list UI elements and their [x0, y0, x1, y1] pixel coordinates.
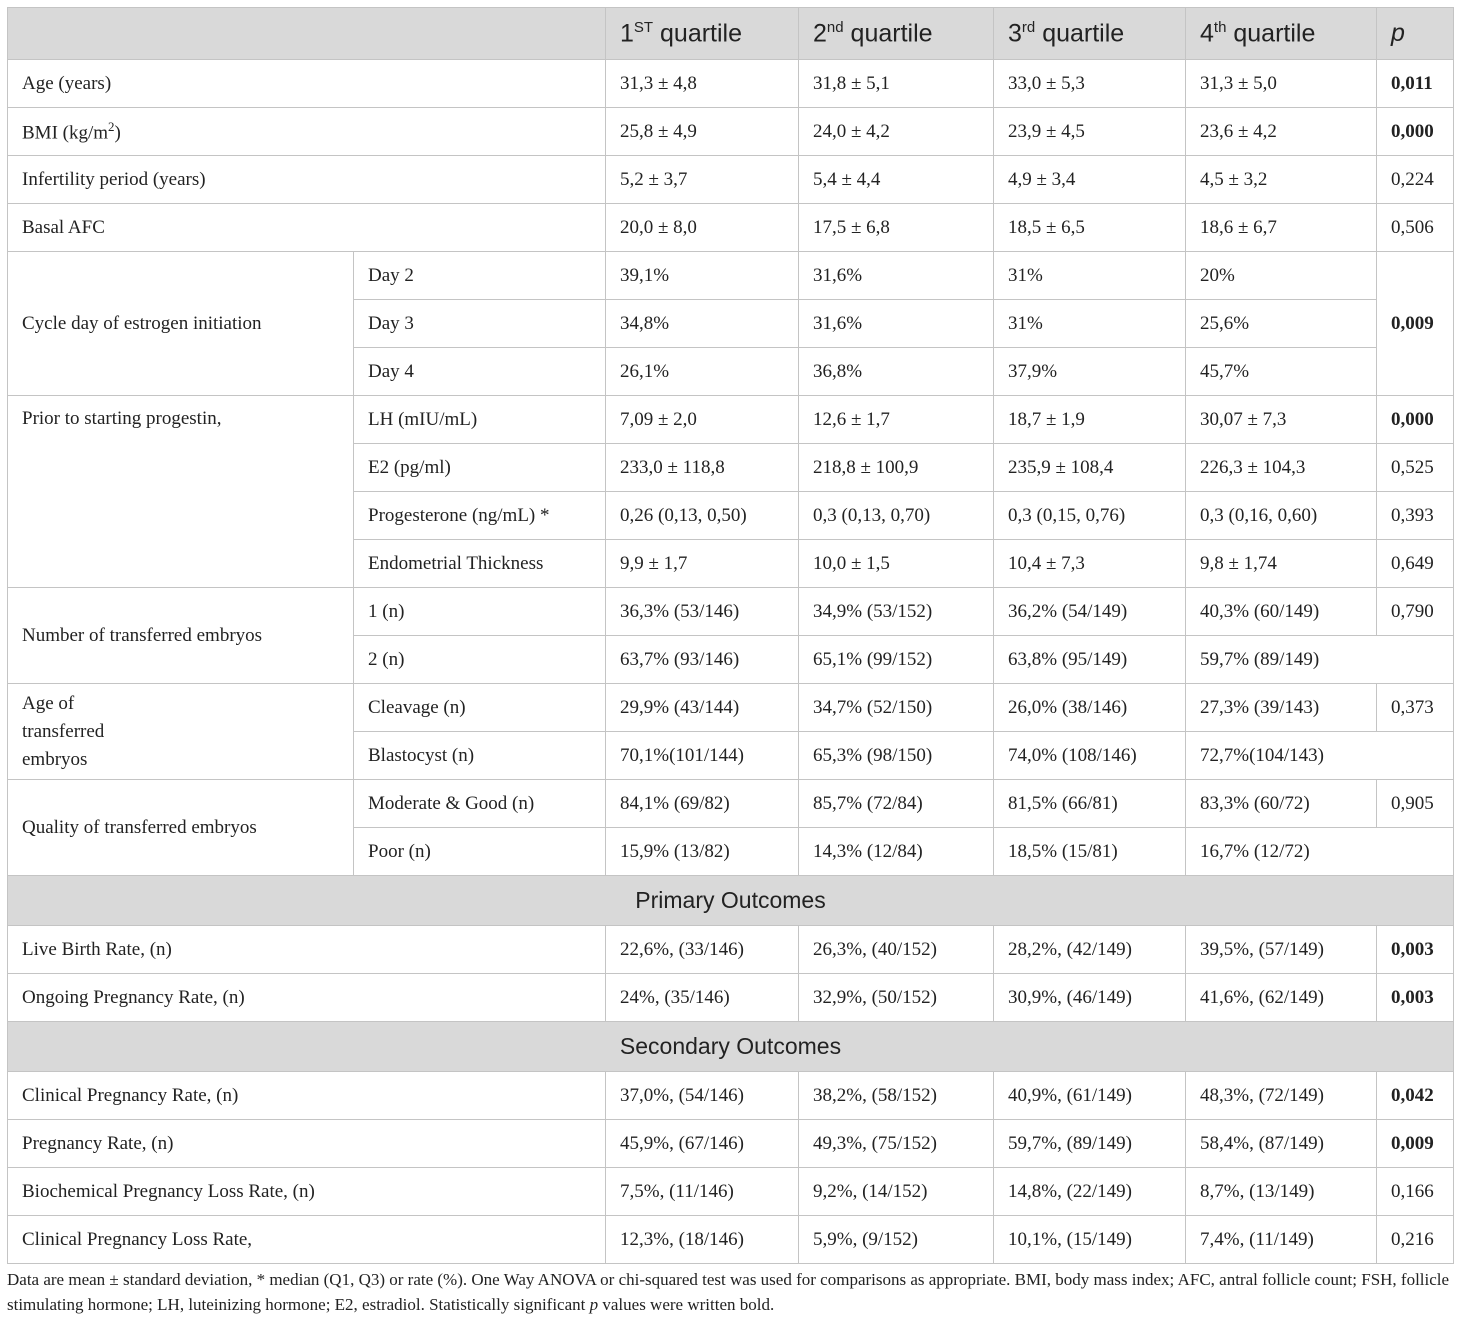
cell-q3: 36,2% (54/149): [994, 588, 1186, 636]
cell-q3: 31%: [994, 252, 1186, 300]
section-row: [8, 876, 1454, 926]
cell-p: 0,000: [1377, 108, 1454, 156]
cell-p: 0,393: [1377, 492, 1454, 540]
cell-q4: 83,3% (60/72): [1186, 780, 1377, 828]
table-row: [8, 204, 1454, 252]
sub-label: Poor (n): [354, 828, 606, 876]
cell-q4: 20%: [1186, 252, 1377, 300]
cell-q4: 48,3%, (72/149): [1186, 1072, 1377, 1120]
cell-q3: 10,4 ± 7,3: [994, 540, 1186, 588]
table-row: [8, 1168, 1454, 1216]
header-q2: 2nd quartile: [799, 8, 994, 60]
row-label: Clinical Pregnancy Rate, (n): [8, 1072, 606, 1120]
cell-q4: 30,07 ± 7,3: [1186, 396, 1377, 444]
cell-q1: 5,2 ± 3,7: [606, 156, 799, 204]
cell-p: 0,166: [1377, 1168, 1454, 1216]
cell-q2: 5,9%, (9/152): [799, 1216, 994, 1264]
cell-q3: 18,7 ± 1,9: [994, 396, 1186, 444]
cell-q2: 31,8 ± 5,1: [799, 60, 994, 108]
cell-q4: 39,5%, (57/149): [1186, 926, 1377, 974]
cell-p: 0,506: [1377, 204, 1454, 252]
cell-q1: 63,7% (93/146): [606, 636, 799, 684]
sub-label: Day 2: [354, 252, 606, 300]
cell-q3: 28,2%, (42/149): [994, 926, 1186, 974]
cell-q3: 40,9%, (61/149): [994, 1072, 1186, 1120]
cell-q1: 70,1%(101/144): [606, 732, 799, 780]
cell-q2: 26,3%, (40/152): [799, 926, 994, 974]
cell-q3: 4,9 ± 3,4: [994, 156, 1186, 204]
cell-q1: 15,9% (13/82): [606, 828, 799, 876]
cell-q4: 58,4%, (87/149): [1186, 1120, 1377, 1168]
cell-q3: 235,9 ± 108,4: [994, 444, 1186, 492]
cell-p: 0,011: [1377, 60, 1454, 108]
cell-q4: 25,6%: [1186, 300, 1377, 348]
header-row: [8, 8, 1454, 60]
cell-q2: 34,9% (53/152): [799, 588, 994, 636]
cell-q3: 18,5 ± 6,5: [994, 204, 1186, 252]
cell-q2: 9,2%, (14/152): [799, 1168, 994, 1216]
group-label: Number of transferred embryos: [8, 588, 354, 684]
sub-label: Endometrial Thickness: [354, 540, 606, 588]
cell-q4: 0,3 (0,16, 0,60): [1186, 492, 1377, 540]
row-label: Basal AFC: [8, 204, 606, 252]
cell-q2: 36,8%: [799, 348, 994, 396]
table-row: [8, 974, 1454, 1022]
cell-q1: 37,0%, (54/146): [606, 1072, 799, 1120]
cell-q1: 22,6%, (33/146): [606, 926, 799, 974]
cell-q1: 45,9%, (67/146): [606, 1120, 799, 1168]
cell-p: 0,525: [1377, 444, 1454, 492]
cell-q2: 24,0 ± 4,2: [799, 108, 994, 156]
cell-q2: 34,7% (52/150): [799, 684, 994, 732]
cell-p: 0,373: [1377, 684, 1454, 732]
cell-q1: 24%, (35/146): [606, 974, 799, 1022]
cell-q2: 85,7% (72/84): [799, 780, 994, 828]
sub-label: Cleavage (n): [354, 684, 606, 732]
table-row: [8, 1072, 1454, 1120]
cell-p: 0,905: [1377, 780, 1454, 828]
cell-q2: 31,6%: [799, 300, 994, 348]
cell-q4: 18,6 ± 6,7: [1186, 204, 1377, 252]
sub-label: E2 (pg/ml): [354, 444, 606, 492]
table-row: [8, 156, 1454, 204]
table-row: [8, 252, 1454, 300]
cell-p: 0,042: [1377, 1072, 1454, 1120]
table-row: [8, 926, 1454, 974]
section-secondary-outcomes: Secondary Outcomes: [8, 1022, 1454, 1072]
sub-label: Day 3: [354, 300, 606, 348]
results-table: [7, 7, 1454, 1264]
header-blank: [8, 8, 606, 60]
table-container: [7, 7, 1453, 1317]
cell-q1: 12,3%, (18/146): [606, 1216, 799, 1264]
cell-q3: 33,0 ± 5,3: [994, 60, 1186, 108]
cell-p: 0,000: [1377, 396, 1454, 444]
cell-p: 0,009: [1377, 252, 1454, 396]
sub-label: Blastocyst (n): [354, 732, 606, 780]
sub-label: Progesterone (ng/mL) *: [354, 492, 606, 540]
cell-q2: 0,3 (0,13, 0,70): [799, 492, 994, 540]
cell-q2: 49,3%, (75/152): [799, 1120, 994, 1168]
cell-q3: 81,5% (66/81): [994, 780, 1186, 828]
cell-q4: 16,7% (12/72): [1186, 828, 1454, 876]
sub-label: Day 4: [354, 348, 606, 396]
cell-q1: 26,1%: [606, 348, 799, 396]
cell-q3: 10,1%, (15/149): [994, 1216, 1186, 1264]
cell-q3: 23,9 ± 4,5: [994, 108, 1186, 156]
table-row: [8, 396, 1454, 444]
row-label: Pregnancy Rate, (n): [8, 1120, 606, 1168]
cell-q1: 36,3% (53/146): [606, 588, 799, 636]
group-label: Prior to starting progestin,: [8, 396, 354, 588]
cell-q2: 12,6 ± 1,7: [799, 396, 994, 444]
row-label: Live Birth Rate, (n): [8, 926, 606, 974]
cell-q4: 41,6%, (62/149): [1186, 974, 1377, 1022]
cell-q1: 0,26 (0,13, 0,50): [606, 492, 799, 540]
cell-q3: 31%: [994, 300, 1186, 348]
cell-q2: 65,3% (98/150): [799, 732, 994, 780]
row-label: BMI $(kg/m^2)$: [8, 108, 606, 156]
cell-q4: 72,7%(104/143): [1186, 732, 1454, 780]
cell-q4: 45,7%: [1186, 348, 1377, 396]
cell-q4: 27,3% (39/143): [1186, 684, 1377, 732]
cell-q2: 31,6%: [799, 252, 994, 300]
cell-q2: 38,2%, (58/152): [799, 1072, 994, 1120]
cell-q2: 10,0 ± 1,5: [799, 540, 994, 588]
cell-q3: 59,7%, (89/149): [994, 1120, 1186, 1168]
cell-q4: 9,8 ± 1,74: [1186, 540, 1377, 588]
group-label: Age of transferred embryos: [8, 684, 354, 780]
cell-q4: 226,3 ± 104,3: [1186, 444, 1377, 492]
cell-q1: 31,3 ± 4,8: [606, 60, 799, 108]
table-row: [8, 1216, 1454, 1264]
row-label: Ongoing Pregnancy Rate, (n): [8, 974, 606, 1022]
cell-q2: 32,9%, (50/152): [799, 974, 994, 1022]
cell-q1: 7,09 ± 2,0: [606, 396, 799, 444]
cell-q2: 5,4 ± 4,4: [799, 156, 994, 204]
sub-label: 2 (n): [354, 636, 606, 684]
cell-q4: 23,6 ± 4,2: [1186, 108, 1377, 156]
cell-q3: 14,8%, (22/149): [994, 1168, 1186, 1216]
cell-q4: 7,4%, (11/149): [1186, 1216, 1377, 1264]
group-label: Cycle day of estrogen initiation: [8, 252, 354, 396]
cell-q1: 39,1%: [606, 252, 799, 300]
table-row: [8, 60, 1454, 108]
cell-p: 0,224: [1377, 156, 1454, 204]
cell-q4: 40,3% (60/149): [1186, 588, 1377, 636]
group-label: Quality of transferred embryos: [8, 780, 354, 876]
section-primary-outcomes: Primary Outcomes: [8, 876, 1454, 926]
header-p: p: [1377, 8, 1454, 60]
cell-q1: 29,9% (43/144): [606, 684, 799, 732]
row-label: Biochemical Pregnancy Loss Rate, (n): [8, 1168, 606, 1216]
cell-q3: 37,9%: [994, 348, 1186, 396]
cell-q3: 63,8% (95/149): [994, 636, 1186, 684]
cell-q2: 14,3% (12/84): [799, 828, 994, 876]
sub-label: Moderate & Good (n): [354, 780, 606, 828]
cell-q3: 18,5% (15/81): [994, 828, 1186, 876]
cell-q3: 26,0% (38/146): [994, 684, 1186, 732]
cell-q2: 218,8 ± 100,9: [799, 444, 994, 492]
table-row: [8, 780, 1454, 828]
table-row: [8, 1120, 1454, 1168]
cell-q1: 20,0 ± 8,0: [606, 204, 799, 252]
cell-q2: 17,5 ± 6,8: [799, 204, 994, 252]
header-q3: 3rd quartile: [994, 8, 1186, 60]
cell-q1: 84,1% (69/82): [606, 780, 799, 828]
cell-p: 0,649: [1377, 540, 1454, 588]
header-q4: 4th quartile: [1186, 8, 1377, 60]
cell-p: 0,216: [1377, 1216, 1454, 1264]
table-footnote: Data are mean ± standard deviation, * median (Q1, Q3) or rate (%). One Way ANOVA or chi-squared test was used for comparisons as appropriate. BMI, body mass index; AFC, antral follicle count; FSH, follicle stimulating hormone; LH, luteinizing hormone; E2, estradiol. Statistically significant p values were written bold.: [7, 1270, 1450, 1314]
sub-label: 1 (n): [354, 588, 606, 636]
cell-q1: 34,8%: [606, 300, 799, 348]
table-row: [8, 108, 1454, 156]
cell-q1: 7,5%, (11/146): [606, 1168, 799, 1216]
cell-q4: 8,7%, (13/149): [1186, 1168, 1377, 1216]
cell-q3: 0,3 (0,15, 0,76): [994, 492, 1186, 540]
table-row: [8, 588, 1454, 636]
cell-p: 0,003: [1377, 974, 1454, 1022]
row-label: Infertility period (years): [8, 156, 606, 204]
cell-q1: 25,8 ± 4,9: [606, 108, 799, 156]
cell-q4: 4,5 ± 3,2: [1186, 156, 1377, 204]
cell-q4: 31,3 ± 5,0: [1186, 60, 1377, 108]
cell-p: 0,790: [1377, 588, 1454, 636]
cell-p: 0,003: [1377, 926, 1454, 974]
cell-q3: 30,9%, (46/149): [994, 974, 1186, 1022]
cell-q1: 233,0 ± 118,8: [606, 444, 799, 492]
table-row: [8, 684, 1454, 732]
section-row: [8, 1022, 1454, 1072]
cell-q4: 59,7% (89/149): [1186, 636, 1454, 684]
cell-q2: 65,1% (99/152): [799, 636, 994, 684]
row-label: Clinical Pregnancy Loss Rate,: [8, 1216, 606, 1264]
row-label: Age (years): [8, 60, 606, 108]
cell-q3: 74,0% (108/146): [994, 732, 1186, 780]
cell-q1: 9,9 ± 1,7: [606, 540, 799, 588]
cell-p: 0,009: [1377, 1120, 1454, 1168]
sub-label: LH (mIU/mL): [354, 396, 606, 444]
header-q1: 1ST quartile: [606, 8, 799, 60]
